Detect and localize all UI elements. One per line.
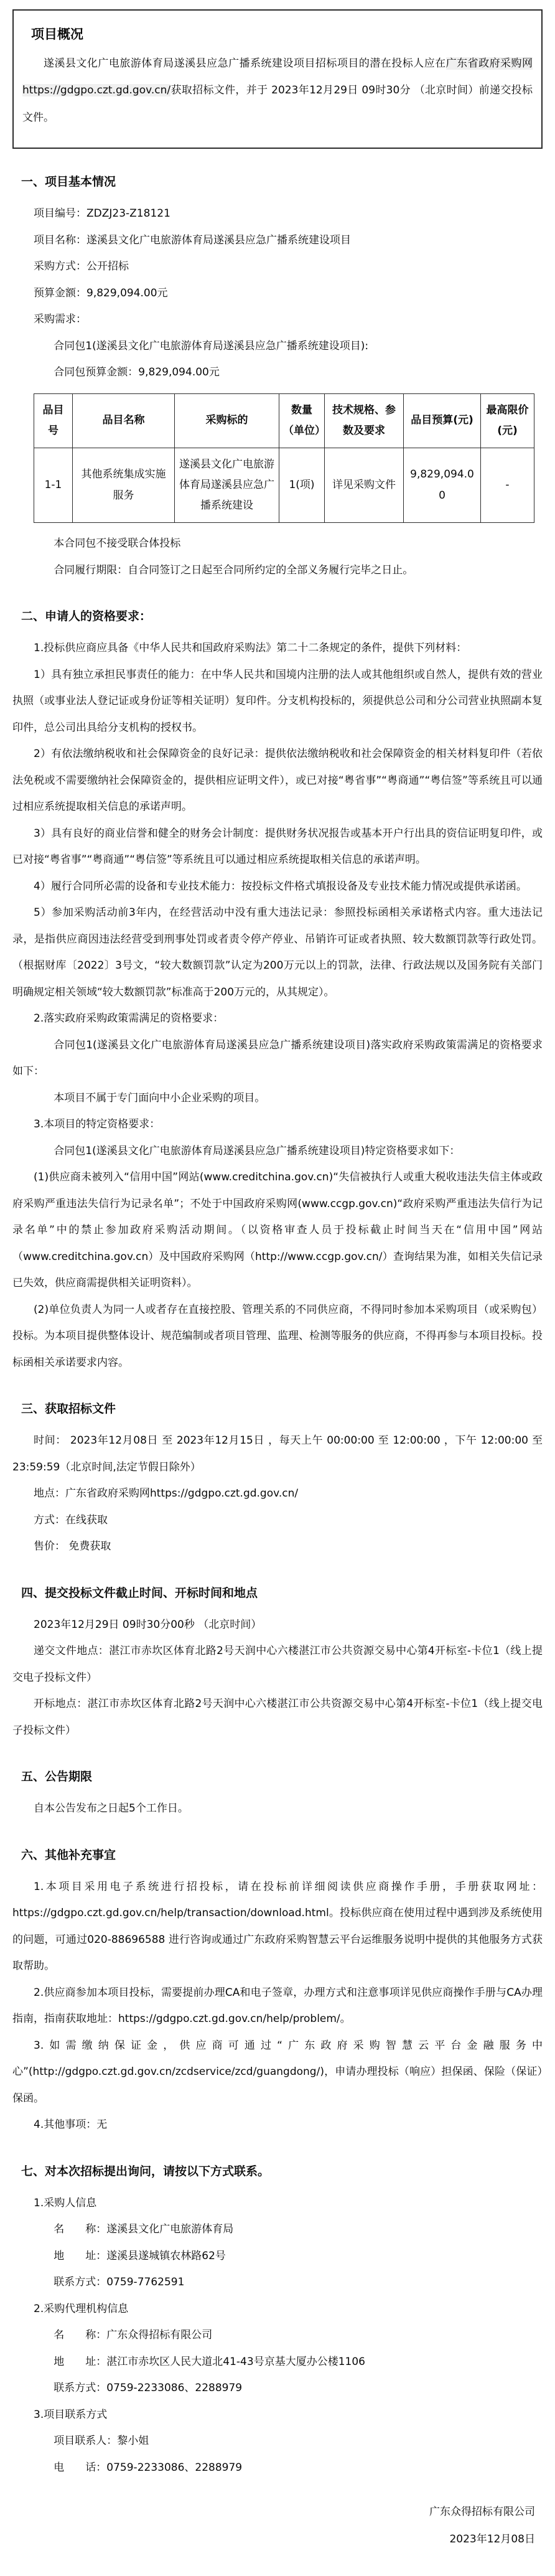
signature-block xyxy=(12,2498,543,2553)
cell-item-budget: 9,829,094.00 xyxy=(404,448,481,522)
supplement-para: 2.供应商参加本项目投标，需要提前办理CA和电子签章，办理方式和注意事项详见供应商操作手册与CA办理指南，指南获取地址：https://gdgpo.czt.gd.gov.cn/help/problem/。 xyxy=(12,1986,543,2026)
contract-package-line: 合同包1(遂溪县文化广电旅游体育局遂溪县应急广播系统建设项目): xyxy=(54,339,369,352)
overview-title: 项目概况 xyxy=(31,27,83,42)
cell-item-name: 其他系统集成实施服务 xyxy=(73,448,175,522)
policy-qualification-pkg: 合同包1(遂溪县文化广电旅游体育局遂溪县应急广播系统建设项目)落实政府采购政策需满足的资格要求如下： xyxy=(12,1038,543,1078)
specific-qualification-label: 3.本项目的特定资格要求： xyxy=(34,1118,161,1131)
agency-address: 地 址：湛江市赤坎区人民大道北41-43号京基大厦办公楼1106 xyxy=(54,2355,365,2368)
qualification-para: 1.投标供应商应具备《中华人民共和国政府采购法》第二十二条规定的条件，提供下列材料： xyxy=(34,642,467,655)
same-principal-restriction: (2)单位负责人为同一人或者存在直接控股、管理关系的不同供应商，不得同时参加本采购项目（或采购包）投标。为本项目提供整体设计、规范编制或者项目管理、监理、检测等服务的供应商，不得再参与本项目投标。投标函相关承诺要求内容。 xyxy=(12,1303,543,1369)
document-method: 方式：在线获取 xyxy=(34,1513,108,1526)
section-3-title: 三、获取招标文件 xyxy=(21,1402,116,1416)
col-procurement-subject: 采购标的 xyxy=(175,393,279,448)
col-item-name: 品目名称 xyxy=(73,393,175,448)
budget-amount: 预算金额：9,829,094.00元 xyxy=(34,286,168,299)
no-consortium-note: 本合同包不接受联合体投标 xyxy=(54,537,181,550)
table-row xyxy=(34,448,534,522)
project-name: 项目名称：遂溪县文化广电旅游体育局遂溪县应急广播系统建设项目 xyxy=(34,233,351,247)
agency-name: 名 称：广东众得招标有限公司 xyxy=(54,2329,213,2342)
document-price: 售价： 免费获取 xyxy=(34,1540,111,1553)
cell-tech-spec: 详见采购文件 xyxy=(325,448,404,522)
qualification-para: 5）参加采购活动前3年内，在经营活动中没有重大违法记录：参照投标函相关承诺格式内容。重大违法记录，是指供应商因违法经营受到刑事处罚或者责令停产停业、吊销许可证或者执照、较大数额罚款等行政处罚。（根据财库〔2022〕3号文，“较大数额罚款”认定为200万元以上的罚款，法律、行政法规以及国务院有关部门明确规定相关领域“较大数额罚款”标准高于200万元的，从其规定）。 xyxy=(12,906,543,999)
cell-price-cap: - xyxy=(481,448,534,522)
cell-procurement-subject: 遂溪县文化广电旅游体育局遂溪县应急广播系统建设 xyxy=(175,448,279,522)
overview-intro-suffix: 获取招标文件，并于 2023年12月29日 09时30分 （北京时间）前递交投标文件。 xyxy=(22,84,533,124)
section-1-title: 一、项目基本情况 xyxy=(21,175,116,189)
signature-company: 广东众得招标有限公司 xyxy=(429,2506,535,2519)
col-item-budget: 品目预算(元) xyxy=(404,393,481,448)
project-contact-label: 3.项目联系方式 xyxy=(34,2408,108,2421)
announcement-period: 自本公告发布之日起5个工作日。 xyxy=(34,1802,189,1815)
table-header-row xyxy=(34,393,534,448)
purchaser-contact: 联系方式：0759-7762591 xyxy=(54,2276,185,2289)
policy-qualification-label: 2.落实政府采购政策需满足的资格要求： xyxy=(34,1012,224,1025)
section-2-title: 二、申请人的资格要求： xyxy=(21,609,152,624)
credit-china-requirement: (1)供应商未被列入“信用中国”网站(www.creditchina.gov.cn)“失信被执行人或重大税收违法失信主体或政府采购严重违法失信行为记录名单”；不处于中国政府采购网(www.ccgp.gov.cn)“政府采购严重违法失信行为记录名单”中的禁止参加政府采购活动期间。（以资格审查人员于投标截止时间当天在“信用中国”网站（www.creditchina.gov.cn）及中国政府采购网（http://www.ccgp.gov.cn/）查询结果为准，如相关失信记录已失效，供应商需提供相关证明资料）。 xyxy=(12,1171,543,1290)
document-time: 时间： 2023年12月08日 至 2023年12月15日 ，每天上午 00:00:00 至 12:00:00 ，下午 12:00:00 至 23:59:59（北京时间,法定节假日除外） xyxy=(12,1434,543,1474)
contract-package-budget: 合同包预算金额：9,829,094.00元 xyxy=(54,366,220,379)
signature-date: 2023年12月08日 xyxy=(449,2533,535,2546)
submission-place: 递交文件地点：湛江市赤坎区体育北路2号天润中心六楼湛江市公共资源交易中心第4开标室-卡位1（线上提交电子投标文件） xyxy=(12,1645,543,1684)
col-price-cap: 最高限价(元) xyxy=(481,393,534,448)
specific-qualification-pkg: 合同包1(遂溪县文化广电旅游体育局遂溪县应急广播系统建设项目)特定资格要求如下： xyxy=(54,1144,460,1157)
qualification-para: 1）具有独立承担民事责任的能力：在中华人民共和国境内注册的法人或其他组织或自然人，提供有效的营业执照（或事业法人登记证或身份证等相关证明）复印件。分支机构投标的，须提供总公司和分公司营业执照副本复印件，总公司出具给分支机构的授权书。 xyxy=(12,668,543,734)
overview-intro-prefix: 遂溪县文化广电旅游体育局遂溪县应急广播系统建设项目招标项目的潜在投标人应在 xyxy=(44,57,446,70)
procurement-demand-label: 采购需求： xyxy=(34,313,86,326)
procurement-method: 采购方式：公开招标 xyxy=(34,260,129,273)
supplement-para: 1.本项目采用电子系统进行招投标，请在投标前详细阅读供应商操作手册，手册获取网址：https://gdgpo.czt.gd.gov.cn/help/transaction/download.html。投标供应商在使用过程中遇到涉及系统使用的问题，可通过020-88696588 进行咨询或通过广东政府采购智慧云平台运维服务说明中提供的其他服务方式获取帮助。 xyxy=(12,1880,543,1973)
qualification-para: 2）有依法缴纳税收和社会保障资金的良好记录：提供依法缴纳税收和社会保障资金的相关材料复印件（若依法免税或不需要缴纳社会保障资金的，提供相应证明文件），或已对接“粤省事”“粤商通”“粤信签”等系统且可以通过相应系统提取相关信息的承诺声明。 xyxy=(12,748,543,814)
deadline-datetime: 2023年12月29日 09时30分00秒 （北京时间） xyxy=(34,1618,262,1631)
bid-opening-place: 开标地点：湛江市赤坎区体育北路2号天润中心六楼湛江市公共资源交易中心第4开标室-卡位1（线上提交电子投标文件） xyxy=(12,1698,543,1737)
agency-info-label: 2.采购代理机构信息 xyxy=(34,2302,129,2315)
procurement-items-table xyxy=(34,393,534,524)
contract-period-note: 合同履行期限：自合同签订之日起至合同所约定的全部义务履行完毕之日止。 xyxy=(54,563,414,576)
project-contact-phone: 电 话：0759-2233086、2288979 xyxy=(54,2461,243,2474)
purchaser-info-label: 1.采购人信息 xyxy=(34,2196,97,2209)
col-quantity: 数量（单位） xyxy=(279,393,325,448)
supplement-para: 3.如需缴纳保证金，供应商可通过“广东政府采购智慧云平台金融服务中心”(http://gdgpo.czt.gd.gov.cn/zcdservice/zcd/guangdong/)，申请办理投标（响应）担保函、保险（保证）保函。 xyxy=(12,2039,543,2105)
overview-intro xyxy=(22,50,533,131)
cell-quantity: 1(项) xyxy=(279,448,325,522)
col-tech-spec: 技术规格、参数及要求 xyxy=(325,393,404,448)
section-5-title: 五、公告期限 xyxy=(21,1770,93,1784)
agency-contact: 联系方式：0759-2233086、2288979 xyxy=(54,2382,243,2395)
qualification-para: 4）履行合同所必需的设备和专业技术能力：按投标文件格式填报设备及专业技术能力情况或提供承诺函。 xyxy=(34,880,527,893)
section-4-title: 四、提交投标文件截止时间、开标时间和地点 xyxy=(21,1586,258,1600)
document-place: 地点：广东省政府采购网https://gdgpo.czt.gd.gov.cn/ xyxy=(34,1487,299,1500)
section-6-title: 六、其他补充事宜 xyxy=(21,1848,116,1862)
col-item-no: 品目号 xyxy=(34,393,73,448)
project-contact-person: 项目联系人：黎小姐 xyxy=(54,2435,149,2448)
project-overview-box xyxy=(12,9,543,149)
purchaser-name: 名 称：遂溪县文化广电旅游体育局 xyxy=(54,2223,234,2236)
supplement-para: 4.其他事项：无 xyxy=(34,2118,108,2132)
qualification-para: 3）具有良好的商业信誉和健全的财务会计制度：提供财务状况报告或基本开户行出具的资信证明复印件，或已对接“粤省事”“粤商通”“粤信签”等系统且可以通过相应系统提取相关信息的承诺声明。 xyxy=(12,827,543,867)
cell-item-no: 1-1 xyxy=(34,448,73,522)
purchaser-address: 地 址：遂溪县遂城镇农林路62号 xyxy=(54,2249,226,2262)
section-7-title: 七、对本次招标提出询问，请按以下方式联系。 xyxy=(21,2164,270,2178)
not-sme-note: 本项目不属于专门面向中小企业采购的项目。 xyxy=(54,1091,266,1104)
project-number: 项目编号：ZDZJ23-Z18121 xyxy=(34,207,170,220)
procurement-site-link: 广东省政府采购网https://gdgpo.czt.gd.gov.cn/ xyxy=(22,57,533,97)
